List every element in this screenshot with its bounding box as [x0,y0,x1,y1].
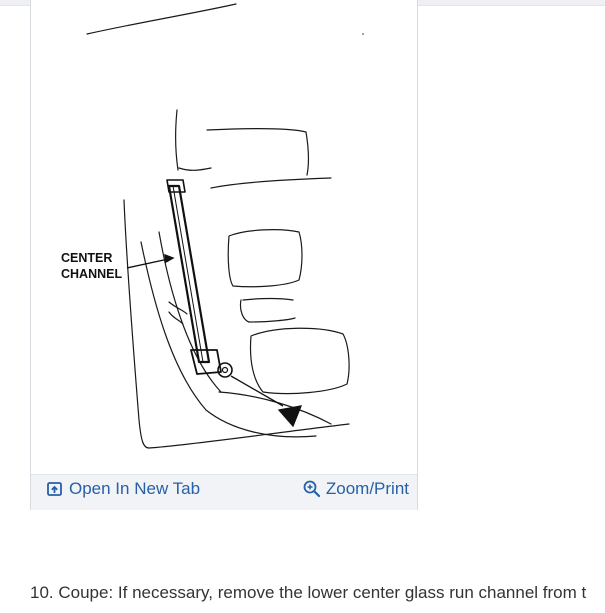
callout-label-line2: CHANNEL [61,267,123,281]
figure-toolbar [31,474,417,510]
zoom-print-label: Zoom/Print [325,479,409,498]
open-in-new-tab-link[interactable] [45,479,200,499]
step-instruction: 10. Coupe: If necessary, remove the lower center glass run channel from t [30,583,587,602]
open-new-tab-icon [45,479,65,499]
open-in-new-tab-label: Open In New Tab [69,479,201,498]
figure-card [30,0,418,510]
callout-label-line1: CENTER [61,251,113,265]
zoom-magnifier-icon [302,479,322,499]
door-diagram [31,0,417,474]
zoom-print-link[interactable] [302,479,409,499]
